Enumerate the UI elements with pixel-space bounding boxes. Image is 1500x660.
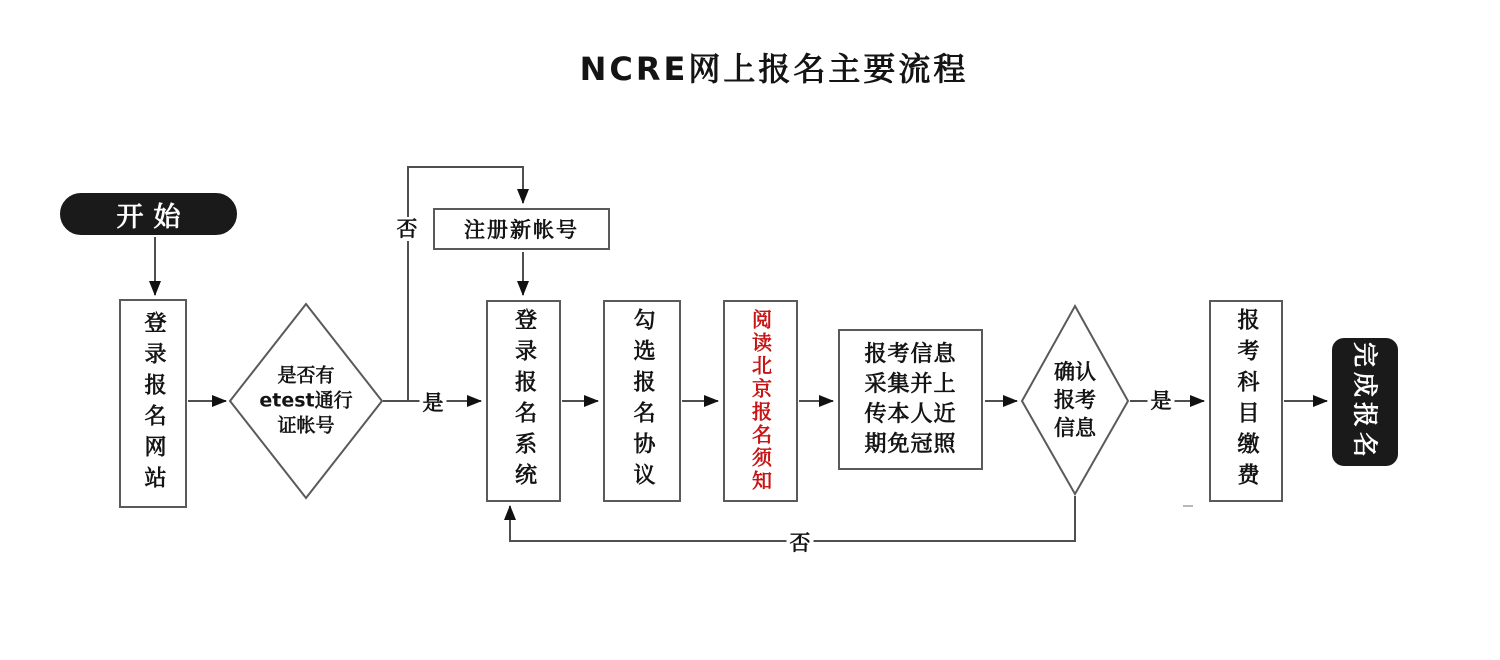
start-terminal	[60, 193, 237, 235]
process-login-website	[119, 299, 187, 508]
flowchart-title: NCRE网上报名主要流程	[579, 50, 969, 88]
process-pay-subject-fee-label: 报考科目缴费	[1234, 308, 1259, 494]
edge-label-yes-account: 是	[420, 391, 447, 415]
edge-label-no-account: 否	[394, 217, 421, 241]
process-read-beijing-notice	[723, 300, 798, 502]
decision-confirm-info-label: 确认 报考 信息	[1054, 360, 1096, 440]
process-check-agreement	[603, 300, 681, 502]
edge-label-no-confirm: 否	[787, 531, 814, 555]
process-pay-subject-fee	[1209, 300, 1283, 502]
process-register-new-account-label: 注册新帐号	[464, 218, 579, 242]
decision-has-etest-account-label: 是否有 etest通行 证帐号	[259, 364, 353, 437]
scan-artifact-dash	[1183, 505, 1193, 507]
start-terminal-label: 开始	[116, 201, 191, 233]
process-login-website-label: 登录报名网站	[141, 310, 166, 497]
process-check-agreement-label: 勾选报名协议	[630, 308, 655, 494]
end-terminal	[1332, 338, 1398, 466]
process-collect-info-upload-photo	[838, 329, 983, 470]
process-register-new-account	[433, 208, 610, 250]
edge-label-yes-confirm: 是	[1148, 389, 1175, 413]
process-login-registration-system	[486, 300, 561, 502]
process-collect-info-upload-photo-label: 报考信息 采集并上 传本人近 期免冠照	[864, 341, 957, 457]
end-terminal-label: 完成报名	[1350, 341, 1380, 462]
process-login-registration-system-label: 登录报名系统	[511, 308, 537, 494]
process-read-beijing-notice-label: 阅读北京报名须知	[748, 309, 773, 493]
